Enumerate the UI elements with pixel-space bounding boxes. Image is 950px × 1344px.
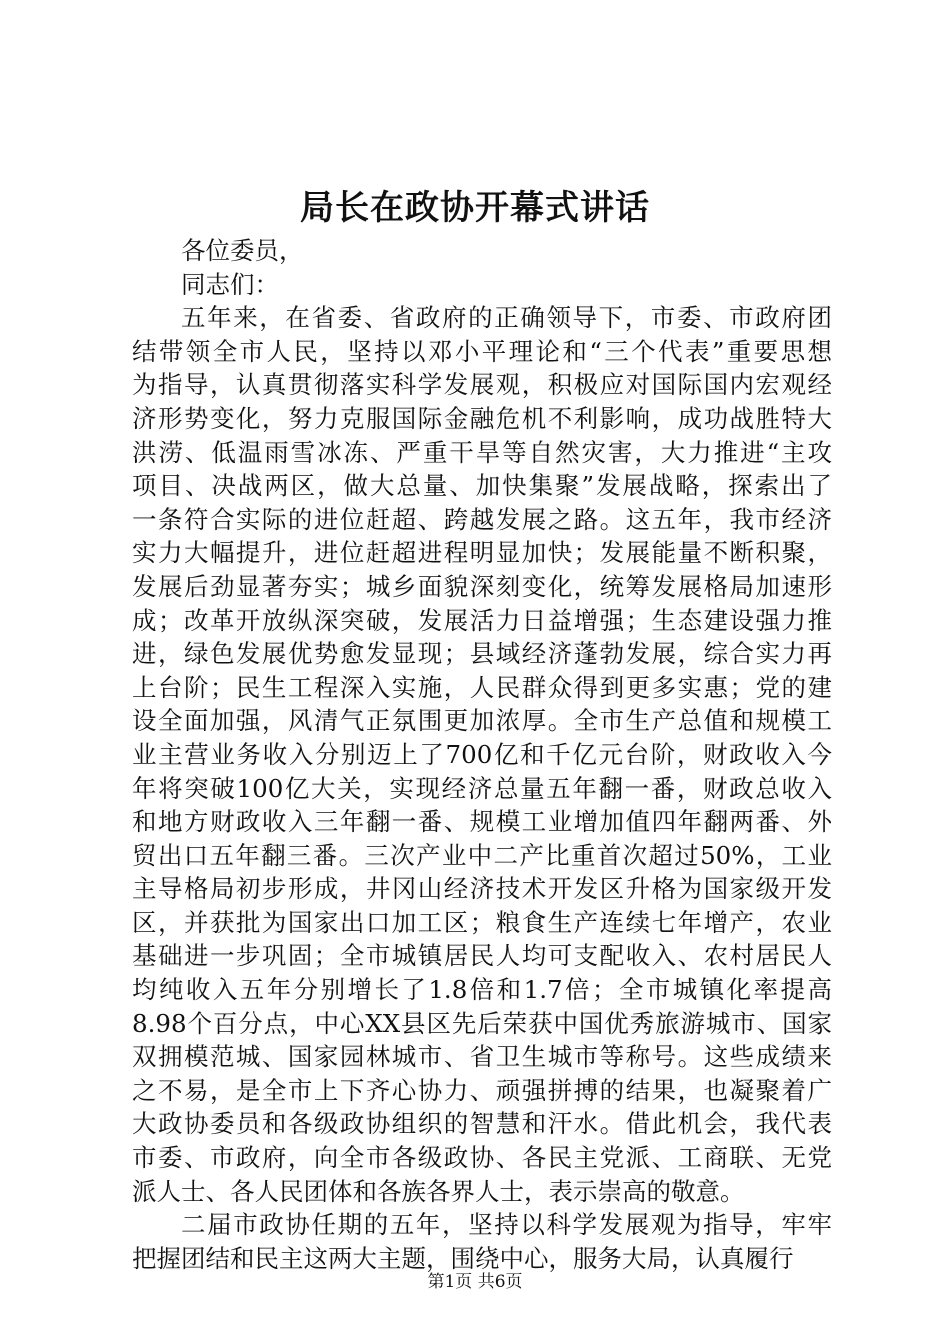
greeting-line: 各位委员， — [181, 236, 304, 265]
text-line: 之不易，是全市上下齐心协力、顽强拼搏的结果，也凝聚着广 — [132, 1075, 832, 1105]
text-line: 贸出口五年翻三番。三次产业中二产比重首次超过50%，工业 — [132, 840, 832, 870]
text-line: 基础进一步巩固；全市城镇居民人均可支配收入、农村居民人 — [132, 941, 832, 971]
text-line: 均纯收入五年分别增长了1.8倍和1.7倍；全市城镇化率提高 — [132, 975, 832, 1005]
text-line: 和地方财政收入三年翻一番、规模工业增加值四年翻两番、外 — [132, 807, 832, 837]
text-line: 上台阶；民生工程深入实施，人民群众得到更多实惠；党的建 — [132, 672, 832, 702]
text-line: 区，并获批为国家出口加工区；粮食生产连续七年增产，农业 — [132, 907, 832, 937]
text-line: 把握团结和民主这两大主题，围绕中心，服务大局，认真履行 — [132, 1243, 794, 1273]
text-line: 项目、决战两区，做大总量、加快集聚”发展战略，探索出了 — [132, 471, 832, 501]
text-line: 实力大幅提升，进位赶超进程明显加快；发展能量不断积聚， — [132, 538, 832, 568]
text-line: 市委、市政府，向全市各级政协、各民主党派、工商联、无党 — [132, 1143, 832, 1173]
text-line: 为指导，认真贯彻落实科学发展观，积极应对国际国内宏观经 — [132, 370, 832, 400]
text-line: 设全面加强，风清气正氛围更加浓厚。全市生产总值和规模工 — [132, 706, 832, 736]
text-line: 洪涝、低温雨雪冰冻、严重干旱等自然灾害，大力推进“主攻 — [132, 437, 832, 467]
text-line: 年将突破100亿大关，实现经济总量五年翻一番，财政总收入 — [132, 773, 832, 803]
text-line: 一条符合实际的进位赶超、跨越发展之路。这五年，我市经济 — [132, 504, 832, 534]
text-line: 8.98个百分点，中心XX县区先后荣获中国优秀旅游城市、国家 — [132, 1008, 832, 1038]
text-line: 成；改革开放纵深突破，发展活力日益增强；生态建设强力推 — [132, 605, 832, 635]
text-line: 派人士、各人民团体和各族各界人士，表示崇高的敬意。 — [132, 1176, 745, 1206]
page-number: 第1页 共6页 — [427, 1272, 523, 1292]
text-line: 济形势变化，努力克服国际金融危机不利影响，成功战胜特大 — [132, 403, 832, 433]
text-line: 业主营业务收入分别迈上了700亿和千亿元台阶，财政收入今 — [132, 739, 832, 769]
document-body — [132, 234, 832, 1275]
paragraph-lines — [132, 301, 832, 1275]
text-line: 二届市政协任期的五年，坚持以科学发展观为指导，牢牢 — [181, 1210, 832, 1240]
text-line: 主导格局初步形成，井冈山经济技术开发区升格为国家级开发 — [132, 874, 832, 904]
text-line: 进，绿色发展优势愈发显现；县域经济蓬勃发展，综合实力再 — [132, 639, 832, 669]
text-line: 发展后劲显著夯实；城乡面貌深刻变化，统筹发展格局加速形 — [132, 571, 832, 601]
text-line: 双拥模范城、国家园林城市、省卫生城市等称号。这些成绩来 — [132, 1042, 832, 1072]
text-line: 五年来，在省委、省政府的正确领导下，市委、市政府团 — [181, 303, 832, 333]
greeting-line: 同志们： — [181, 269, 279, 299]
text-line: 大政协委员和各级政协组织的智慧和汗水。借此机会，我代表 — [132, 1109, 832, 1139]
text-line: 结带领全市人民，坚持以邓小平理论和“三个代表”重要思想 — [132, 336, 832, 366]
document-title: 局长在政协开幕式讲话 — [300, 188, 650, 228]
